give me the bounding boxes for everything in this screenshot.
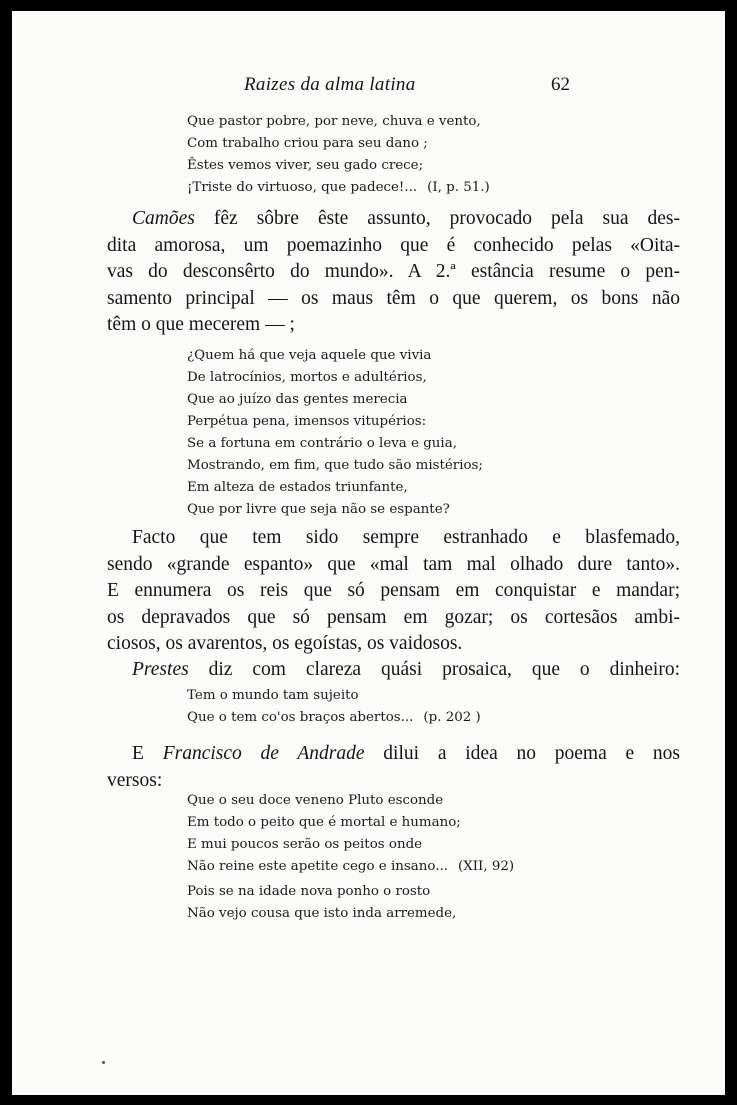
book-page	[12, 11, 725, 1095]
verse-block-2	[187, 345, 483, 521]
verse-line-text: Que o tem co'os braços abertos...	[187, 710, 414, 725]
verse-citation: (I, p. 51.)	[427, 180, 490, 195]
verse-line: Mostrando, em fim, que tudo são mistérios;	[187, 458, 483, 473]
prose-line: os depravados que só pensam em gozar; os cortesãos ambi-	[107, 606, 680, 628]
page-number: 62	[551, 74, 570, 95]
paragraph-facto	[107, 525, 680, 658]
running-title: Raizes da alma latina	[244, 74, 416, 95]
verse-block-5	[187, 881, 456, 925]
verse-citation: (XII, 92)	[457, 859, 515, 874]
prose-line: vas do desconsêrto do mundo». A 2.ª estância resume o pen-	[107, 261, 680, 282]
prose-line	[107, 741, 680, 768]
prose-line: dita amorosa, um poemazinho que é conhecido pelas «Oita-	[107, 234, 680, 256]
verse-line: Que por livre que seja não se espante?	[187, 502, 450, 517]
verse-line: E mui poucos serão os peitos onde	[187, 837, 423, 852]
verse-line: Em todo o peito que é mortal e humano;	[187, 815, 461, 830]
prose-line: E ennumera os reis que só pensam em conquistar e mandar;	[107, 580, 680, 601]
verse-line: Tem o mundo tam sujeito	[187, 688, 359, 703]
paragraph-camoes	[107, 206, 680, 339]
prose-text: fêz sôbre êste assunto, provocado pela sua des-	[213, 208, 681, 229]
page-header	[12, 74, 725, 102]
prose-line: ciosos, os avarentos, os egoístas, os vaidosos.	[107, 633, 463, 654]
verse-block-4	[187, 790, 514, 878]
verse-line: Se a fortuna em contrário o leva e guia,	[187, 436, 457, 451]
prose-line	[107, 657, 680, 684]
verse-line: ¿Quem há que veja aquele que vivia	[187, 348, 432, 363]
verse-line: Pois se na idade nova ponho o rosto	[187, 884, 431, 899]
author-name: Prestes	[132, 659, 189, 680]
print-speck	[102, 1061, 105, 1064]
verse-line: Que ao juízo das gentes merecia	[187, 392, 408, 407]
prose-text: dilui a idea no poema e nos	[383, 743, 681, 764]
verse-line	[187, 856, 514, 878]
verse-line-text: Não reine este apetite cego e insano...	[187, 859, 448, 874]
verse-line	[187, 707, 481, 729]
prose-line: Facto que tem sido sempre estranhado e blasfemado,	[132, 527, 680, 548]
prose-line: têm o que mecerem — ;	[107, 314, 295, 335]
verse-line-text: ¡Triste do virtuoso, que padece!...	[187, 180, 418, 195]
prose-text: diz com clareza quási prosaica, que o dinheiro:	[208, 659, 681, 680]
verse-line: Em alteza de estados triunfante,	[187, 480, 408, 495]
author-name: Camões	[132, 208, 195, 229]
prose-line: samento principal — os maus têm o que querem, os bons não	[107, 287, 680, 309]
author-name: Francisco de Andrade	[162, 743, 365, 764]
verse-citation: (p. 202 )	[423, 710, 481, 725]
prose-line	[107, 206, 680, 233]
verse-line: Perpétua pena, imensos vitupérios:	[187, 414, 427, 429]
verse-line: De latrocínios, mortos e adultérios,	[187, 370, 427, 385]
prose-text: E	[132, 743, 144, 764]
verse-line: Que pastor pobre, por neve, chuva e vento,	[187, 114, 481, 129]
verse-line	[187, 177, 490, 199]
verse-line: Que o seu doce veneno Pluto esconde	[187, 793, 444, 808]
verse-line: Não vejo cousa que isto inda arremede,	[187, 906, 457, 921]
verse-block-3	[187, 685, 481, 729]
paragraph-prestes	[107, 657, 680, 684]
prose-line: sendo «grande espanto» que «mal tam mal olhado dure tanto».	[107, 553, 680, 575]
verse-line: Êstes vemos viver, seu gado crece;	[187, 158, 424, 173]
verse-block-1	[187, 111, 490, 199]
verse-line: Com trabalho criou para seu dano ;	[187, 136, 428, 151]
paragraph-andrade	[107, 741, 680, 794]
prose-line: versos:	[107, 769, 163, 791]
